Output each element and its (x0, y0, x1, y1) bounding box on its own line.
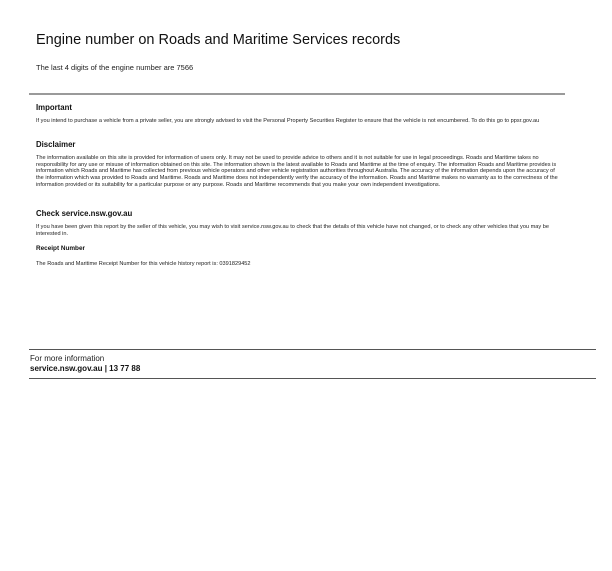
footer-label: For more information (30, 354, 105, 363)
important-section (36, 103, 562, 125)
page-title: Engine number on Roads and Maritime Services records (36, 32, 401, 48)
check-service-heading: Check service.nsw.gov.au (36, 209, 133, 218)
engine-number-line: The last 4 digits of the engine number are 7566 (36, 63, 194, 72)
footer-divider-top (29, 349, 596, 350)
important-text: If you intend to purchase a vehicle from a private seller, you are strongly advised to visit the Personal Property Securities Register to ensure that the vehicle is not encumbered. To do this go to ppsr.gov.au (36, 118, 540, 124)
footer-contact: service.nsw.gov.au | 13 77 88 (30, 364, 141, 373)
check-service-section (36, 209, 562, 237)
receipt-heading: Receipt Number (36, 245, 86, 252)
header-divider (29, 93, 565, 95)
check-service-text: If you have been given this report by the seller of this vehicle, you may wish to visit service.nsw.gov.au to check that the details of this vehicle have not changed, or to check any other vehicles that you may be interested in. (36, 224, 549, 237)
disclaimer-heading: Disclaimer (36, 140, 76, 149)
receipt-text: The Roads and Maritime Receipt Number for this vehicle history report is: 0391829452 (36, 261, 251, 267)
disclaimer-text: The information available on this site is provided for information of users only. It may not be used to provide advice to others and it is not suitable for use in legal proceedings. Roads and Maritime takes no responsibility for any use or misuse of information obtained on this site. The information shown is the latest available to Roads and Maritime at the time of enquiry. The information Roads and Maritime provides is information which Roads and Maritime has collected from previous vehicle operators and other vehicle registration authorities throughout Australia. The accuracy of the information depends upon the accuracy of the information which was provided to Roads and Maritime. Roads and Maritime does not independently verify the accuracy of the information. Roads and Maritime makes no warranty as to the correctness of the information provided or its suitability for a particular purpose or any purpose. Roads and Maritime recommends that you make your own independent investigations. (36, 155, 558, 188)
important-heading: Important (36, 103, 72, 112)
disclaimer-section (36, 140, 562, 189)
footer-divider-bottom (29, 378, 596, 379)
receipt-section (36, 245, 562, 268)
